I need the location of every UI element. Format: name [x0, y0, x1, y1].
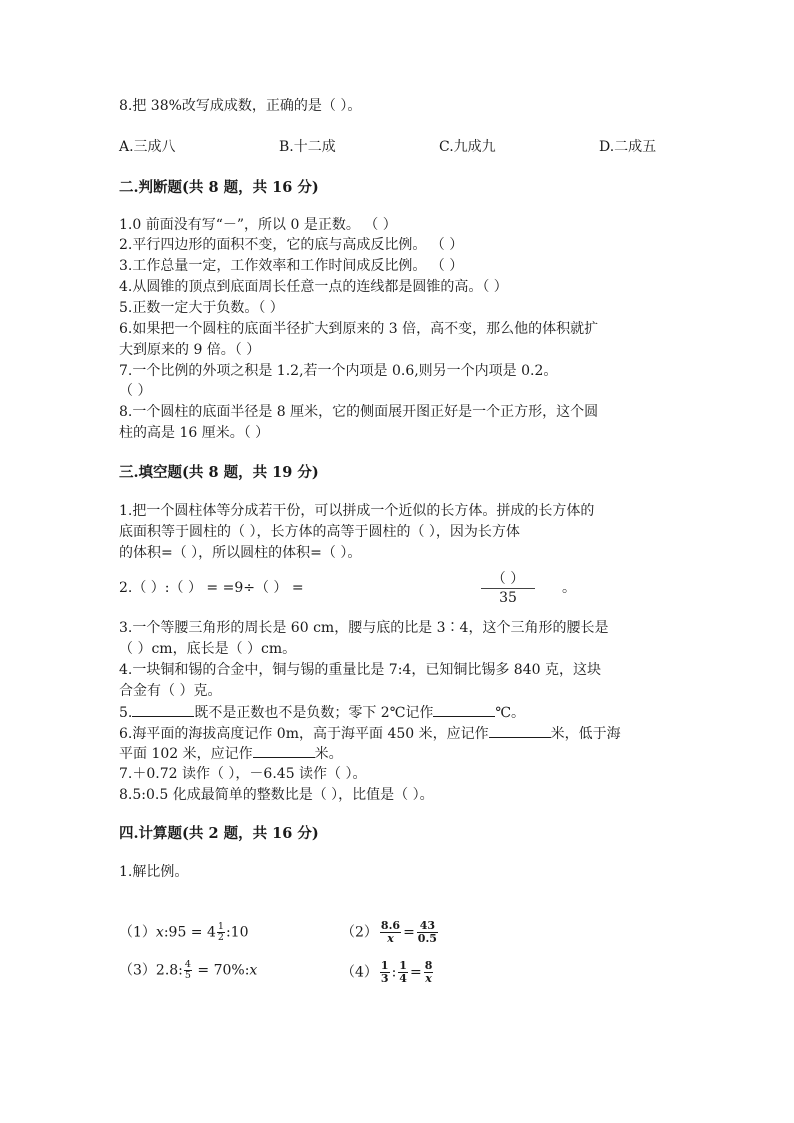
proportion-2	[341, 920, 440, 945]
fraction-numerator: （ ）	[491, 571, 525, 587]
judgement-line: （ ）	[119, 383, 152, 399]
item-label: （4）	[341, 964, 378, 981]
q6-text-d: 米。	[314, 746, 343, 762]
fill-question-8: 8.5:0.5 化成最简单的整数比是（ ），比值是（ ）。	[119, 787, 434, 803]
fill-line: 底面积等于圆柱的（ ），长方体的高等于圆柱的（ ），因为长方体	[119, 524, 520, 540]
answer-blank	[433, 702, 495, 717]
fraction-over-35	[481, 571, 535, 606]
option-d: D.二成五	[599, 139, 657, 155]
judgement-line: 1.0 前面没有写“－”，所以 0 是正数。 （ ）	[119, 217, 397, 233]
choice-question-8: 8.把 38%改写成成数，正确的是（ ）。	[119, 98, 362, 114]
fill-question-2-end: 。	[562, 580, 576, 596]
equals: =	[409, 964, 422, 981]
mixed-fraction: $\frac{1}{2}$	[217, 921, 224, 943]
item-label: （1）	[119, 924, 156, 941]
fraction: $\frac{43}{0.5}$	[417, 919, 437, 945]
fraction: $\frac{4}{5}$	[184, 959, 191, 981]
colon: :	[391, 964, 397, 981]
fraction: $\frac{1}{3}$	[380, 959, 389, 985]
option-a: A.三成八	[119, 139, 176, 155]
fraction-bar	[481, 588, 535, 589]
judgement-line: 8.一个圆柱的底面半径是 8 厘米，它的侧面展开图正好是一个正方形，这个圆	[119, 404, 599, 420]
fill-question-6	[119, 723, 621, 745]
calc-question-1: 1.解比例。	[119, 864, 189, 880]
proportion-1	[119, 922, 248, 943]
fill-line: 4.一块铜和锡的合金中，铜与锡的重量比是 7:4，已知铜比锡多 840 克，这块	[119, 662, 601, 678]
q6-text-c: 平面 102 米，应记作	[119, 746, 253, 762]
fill-question-6-cont	[119, 743, 343, 765]
judgement-line: 4.从圆锥的顶点到底面周长任意一点的连线都是圆锥的高。（ ）	[119, 279, 508, 295]
fraction: $\frac{8.6}{x}$	[380, 919, 401, 945]
variable-x: x	[249, 962, 258, 979]
fill-question-5	[119, 702, 525, 724]
judgement-line: 3.工作总量一定，工作效率和工作时间成反比例。 （ ）	[119, 258, 464, 274]
fill-line: 合金有（ ）克。	[119, 683, 222, 699]
fraction: $\frac{1}{4}$	[399, 959, 407, 985]
fraction: $\frac{8}{x}$	[424, 959, 433, 985]
judgement-line: 柱的高是 16 厘米。（ ）	[119, 425, 270, 441]
fill-line: 3.一个等腰三角形的周长是 60 cm，腰与底的比是 3∶4，这个三角形的腰长是	[119, 620, 609, 636]
option-b: B.十二成	[279, 139, 336, 155]
q5-number: 5.	[119, 705, 133, 721]
q5-unit: ℃。	[495, 705, 526, 721]
expr-part: 2.8:	[155, 962, 183, 979]
expr-part: :10	[225, 924, 249, 941]
item-label: （2）	[341, 924, 378, 941]
q6-text-a: 6.海平面的海拔高度记作 0m，高于海平面 450 米，应记作	[119, 726, 489, 742]
section-heading-calculation: 四.计算题(共 2 题，共 16 分)	[119, 825, 319, 842]
fraction-denominator: 35	[499, 590, 517, 606]
q5-text: 既不是正数也不是负数；零下 2℃记作	[194, 705, 434, 721]
answer-blank	[132, 702, 194, 717]
section-heading-fill-blank: 三.填空题(共 8 题，共 19 分)	[119, 464, 319, 481]
judgement-line: 2.平行四边形的面积不变，它的底与高成反比例。 （ ）	[119, 237, 464, 253]
fill-question-2: 2.（ ）:（ ） = =9÷（ ） =	[119, 580, 304, 596]
answer-blank	[253, 743, 315, 758]
judgement-line: 大到原来的 9 倍。（ ）	[119, 342, 261, 358]
section-heading-judgement: 二.判断题(共 8 题，共 16 分)	[119, 179, 319, 196]
equals: =	[403, 924, 415, 941]
fill-question-7: 7.＋0.72 读作（ ），－6.45 读作（ ）。	[119, 766, 367, 782]
judgement-line: 7.一个比例的外项之积是 1.2,若一个内项是 0.6,则另一个内项是 0.2。	[119, 363, 558, 379]
item-label: （3）	[119, 962, 156, 979]
q6-text-b: 米，低于海	[550, 726, 621, 742]
judgement-line: 6.如果把一个圆柱的底面半径扩大到原来的 3 倍，高不变，那么他的体积就扩	[119, 321, 599, 337]
answer-blank	[489, 723, 551, 738]
proportion-3	[119, 960, 257, 981]
variable-x: x	[155, 924, 164, 941]
fill-line: 的体积=（ ），所以圆柱的体积=（ ）。	[119, 545, 362, 561]
option-c: C.九成九	[439, 139, 496, 155]
expr-part: :95 = 4	[163, 924, 216, 941]
judgement-line: 5.正数一定大于负数。（ ）	[119, 300, 284, 316]
expr-part: = 70%:	[192, 962, 250, 979]
proportion-4	[341, 960, 435, 985]
fill-line: 1.把一个圆柱体等分成若干份，可以拼成一个近似的长方体。拼成的长方体的	[119, 503, 595, 519]
fill-line: （ ）cm，底长是（ ）cm。	[119, 641, 297, 657]
